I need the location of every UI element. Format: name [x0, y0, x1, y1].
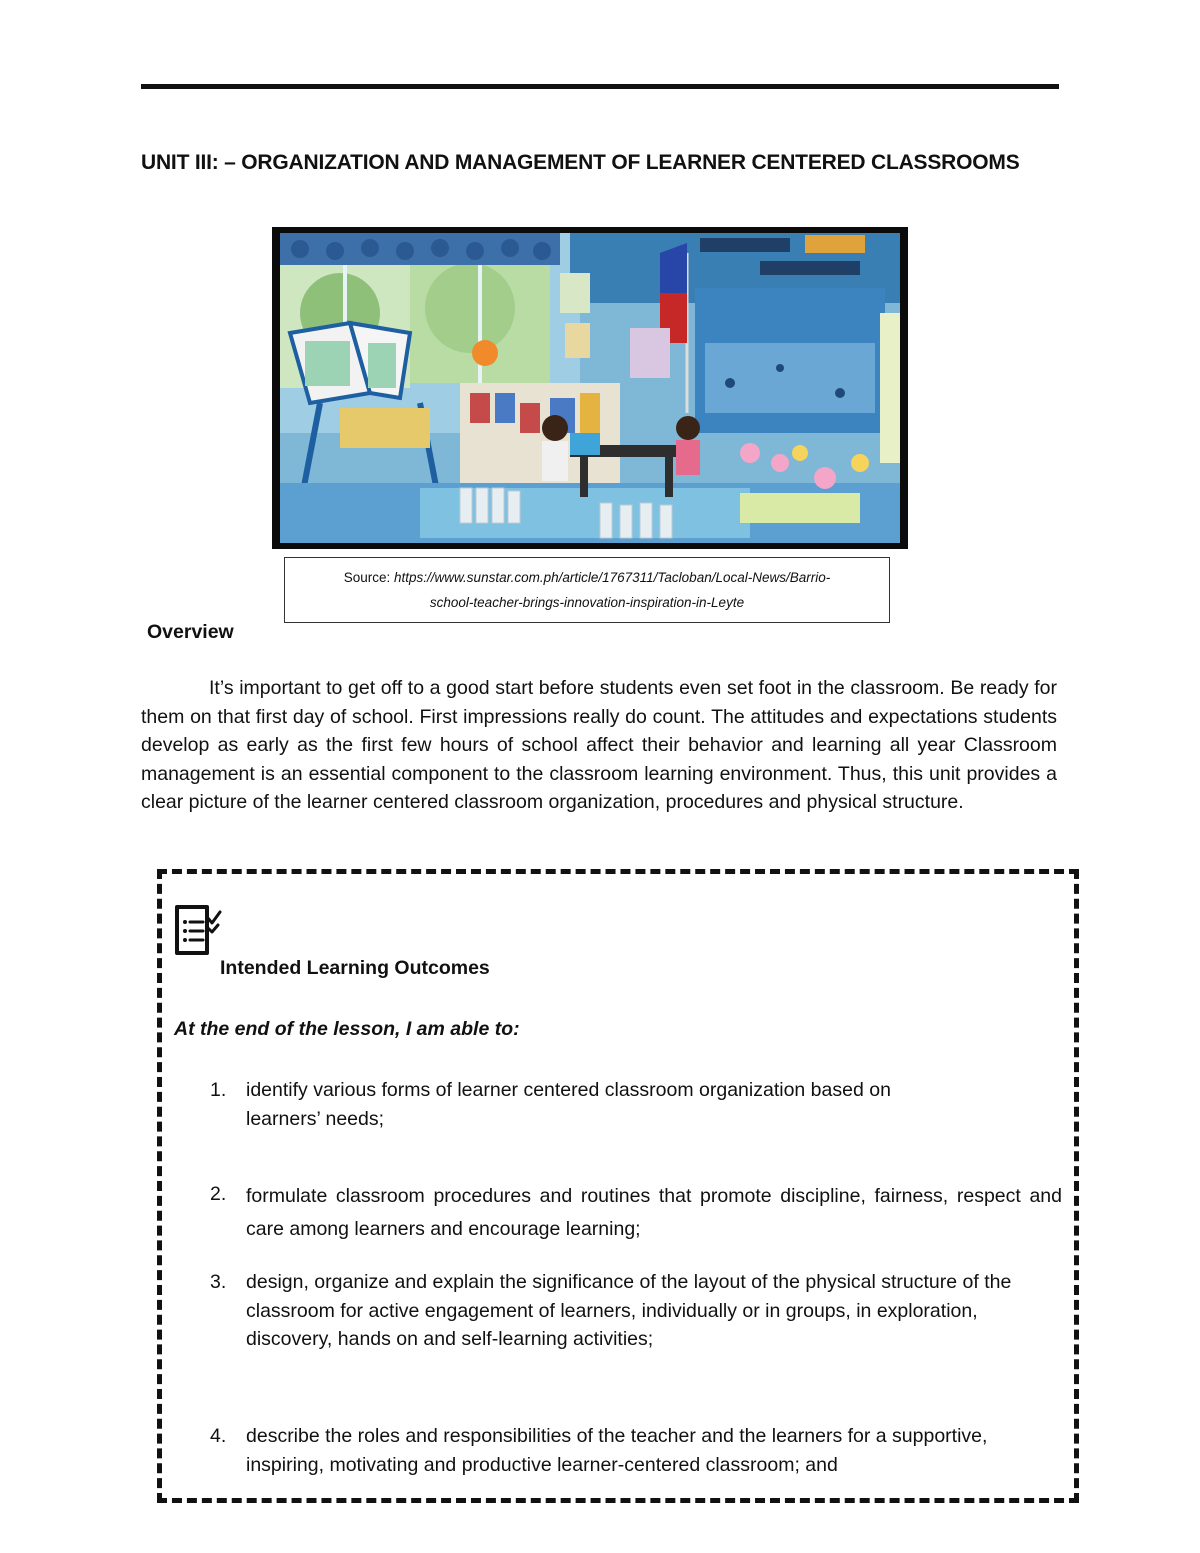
overview-paragraph	[141, 674, 1057, 817]
outcome-number: 4.	[210, 1425, 227, 1447]
outcome-item	[210, 1422, 1062, 1479]
ilo-lead: At the end of the lesson, I am able to:	[174, 1018, 520, 1040]
outcome-text: identify various forms of learner centered classroom organization based on learners’ needs;	[246, 1079, 891, 1130]
source-url-line1[interactable]: https://www.sunstar.com.ph/article/1767311/Tacloban/Local-News/Barrio-	[394, 570, 831, 585]
ilo-title: Intended Learning Outcomes	[220, 957, 490, 979]
image-source-caption	[284, 557, 890, 623]
classroom-photo	[280, 233, 900, 543]
top-rule	[141, 84, 1059, 89]
overview-text: It’s important to get off to a good start before students even set foot in the classroom. Be ready for them on that first day of school. First impressions really do count. The attitudes and expectations students develop as early as the first few hours of school affect their behavior and learning all year Classroom management is an essential component to the classroom learning environment. Thus, this unit provides a clear picture of the learner centered classroom organization, procedures and physical structure.	[141, 677, 1057, 814]
outcome-number: 3.	[210, 1271, 227, 1293]
overview-heading: Overview	[147, 621, 234, 643]
source-url-line2[interactable]: school-teacher-brings-innovation-inspiration-in-Leyte	[429, 595, 745, 610]
outcome-text: formulate classroom procedures and routines that promote discipline, fairness, respect and care among learners and encourage learning;	[246, 1185, 1062, 1240]
checklist-icon	[174, 904, 222, 956]
outcome-text: design, organize and explain the significance of the layout of the physical structure of the classroom for active engagement of learners, individually or in groups, in exploration, discovery, hands on and self-learning activities;	[246, 1271, 1012, 1350]
outcome-number: 1.	[210, 1079, 227, 1101]
outcome-item	[210, 1180, 1062, 1246]
classroom-photo-frame	[272, 227, 908, 549]
unit-title: UNIT III: – ORGANIZATION AND MANAGEMENT OF LEARNER CENTERED CLASSROOMS	[141, 151, 1020, 174]
outcome-number: 2.	[210, 1183, 227, 1205]
outcome-item	[210, 1076, 1062, 1133]
outcome-text: describe the roles and responsibilities of the teacher and the learners for a supportive, inspiring, motivating and productive learner-centered classroom; and	[246, 1425, 988, 1476]
source-label: Source:	[343, 570, 391, 585]
outcome-item	[210, 1268, 1062, 1354]
